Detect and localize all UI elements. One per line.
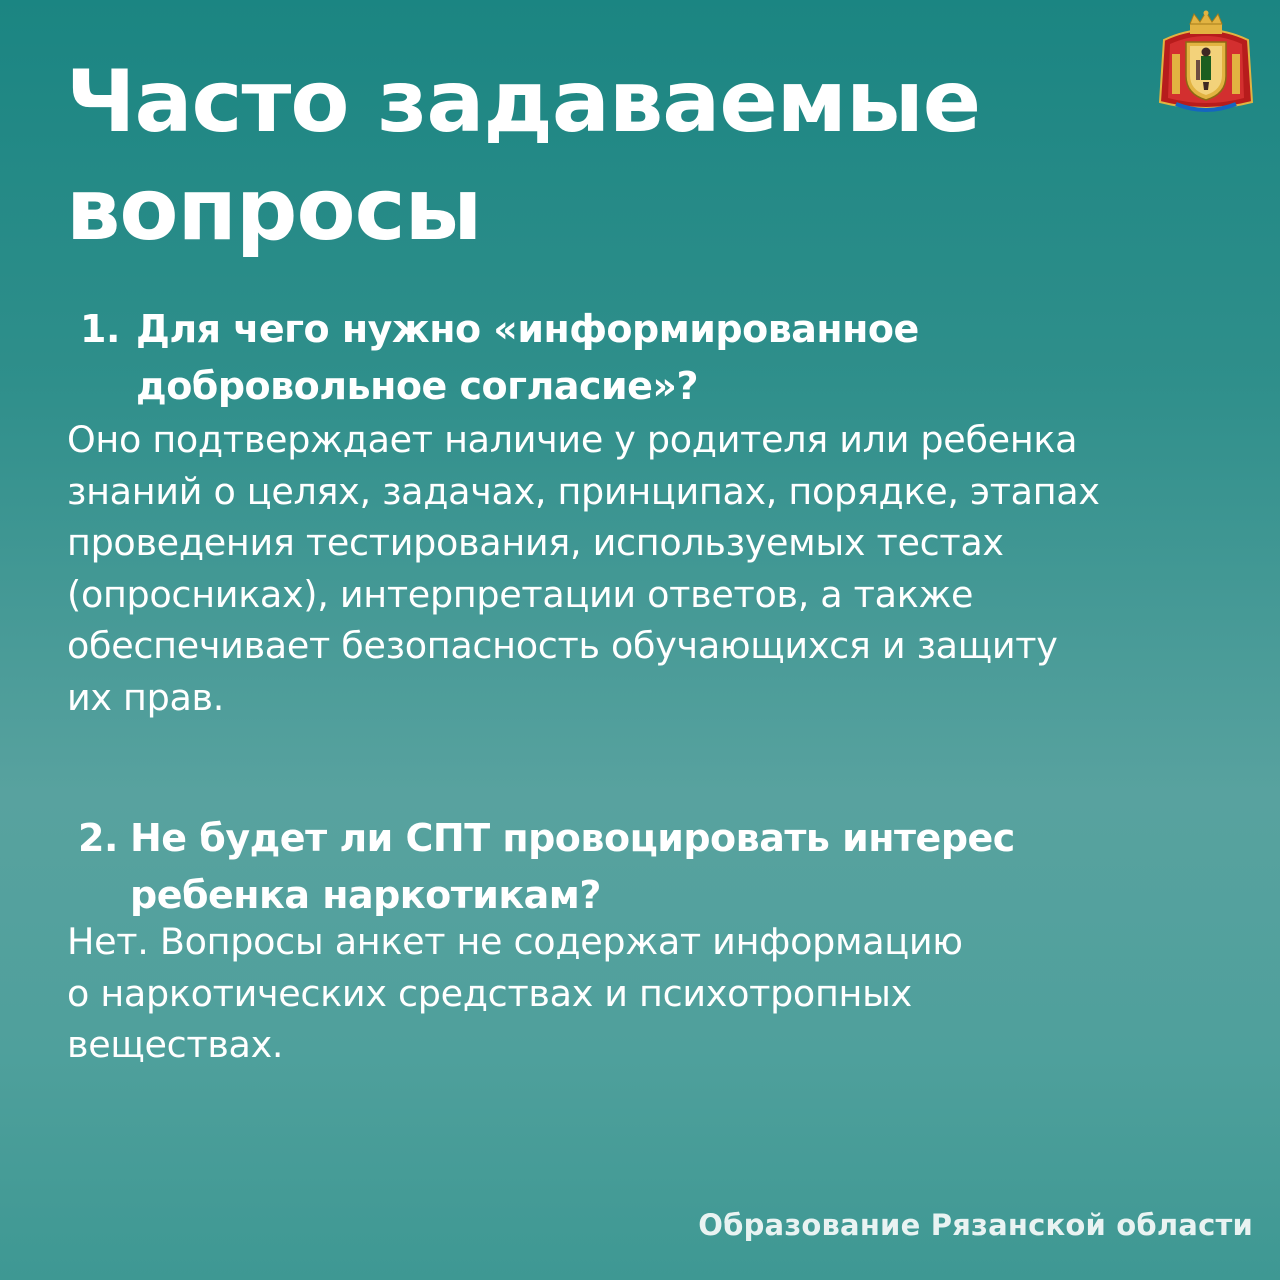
answer-1-line-6: их прав. bbox=[67, 675, 225, 719]
question-2-line-1: Не будет ли СПТ провоцировать интерес bbox=[130, 816, 1015, 860]
footer-caption: Образование Рязанской области bbox=[698, 1208, 1253, 1242]
answer-1-line-5: обеспечивает безопасность обучающихся и защиту bbox=[67, 624, 1058, 667]
answer-1 bbox=[67, 414, 1100, 723]
page-title-line-2: вопросы bbox=[66, 160, 482, 260]
question-1 bbox=[80, 301, 1230, 415]
question-2-line-2: ребенка наркотикам? bbox=[130, 873, 601, 917]
question-1-number: 1. bbox=[80, 307, 120, 351]
answer-1-line-1: Оно подтверждает наличие у родителя или ребенка bbox=[67, 418, 1078, 461]
answer-1-line-3: проведения тестирования, используемых тестах bbox=[67, 521, 1004, 564]
answer-2-line-3: веществах. bbox=[67, 1023, 284, 1066]
page-title-line-1: Часто задаваемые bbox=[66, 52, 981, 152]
answer-2-line-1: Нет. Вопросы анкет не содержат информацию bbox=[67, 920, 963, 963]
question-2-number: 2. bbox=[78, 816, 118, 860]
answer-2 bbox=[67, 916, 963, 1071]
question-1-line-1: Для чего нужно «информированное bbox=[136, 307, 919, 351]
question-1-line-2: добровольное согласие»? bbox=[136, 364, 698, 408]
answer-1-line-2: знаний о целях, задачах, принципах, порядке, этапах bbox=[67, 469, 1100, 513]
answer-2-line-2: о наркотических средствах и психотропных bbox=[67, 971, 912, 1015]
answer-1-line-4: (опросниках), интерпретации ответов, а также bbox=[67, 572, 974, 616]
question-2 bbox=[78, 810, 1228, 924]
page-title bbox=[66, 48, 1126, 264]
coat-of-arms-icon bbox=[1156, 10, 1256, 118]
